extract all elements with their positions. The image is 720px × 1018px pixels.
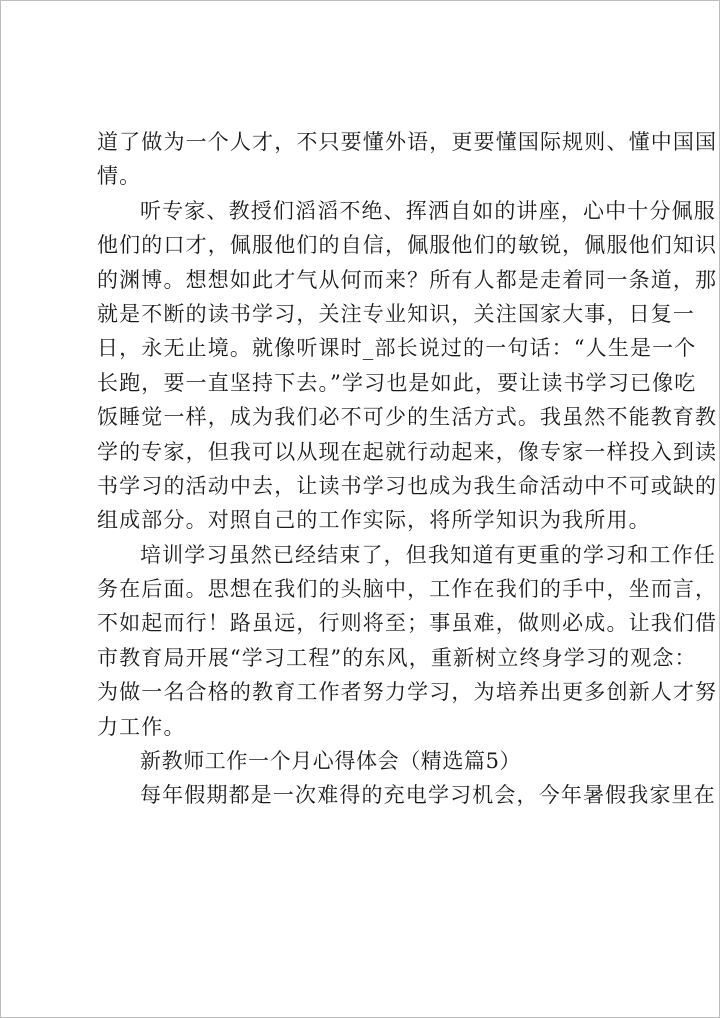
text-line: 务在后面。思想在我们的头脑中，工作在我们的手中，坐而言，: [97, 577, 718, 602]
text-line: 书学习的活动中去，让读书学习也成为我生命活动中不可或缺的: [97, 473, 718, 498]
text-line: 不如起而行！路虽远，行则将至；事虽难，做则必成。让我们借: [97, 611, 718, 636]
section-heading: 新教师工作一个月心得体会（精选篇5）: [140, 749, 522, 774]
paragraph-start-line: 培训学习虽然已经结束了，但我知道有更重的学习和工作任: [140, 542, 716, 567]
document-body: [97, 125, 718, 813]
text-line: 组成部分。对照自己的工作实际，将所学知识为我所用。: [97, 508, 651, 533]
text-line: 道了做为一个人才，不只要懂外语，更要懂国际规则、懂中国国: [97, 130, 718, 154]
text-line: 他们的口才，佩服他们的自信，佩服他们的敏锐，佩服他们知识: [97, 233, 718, 258]
text-line: 饭睡觉一样，成为我们必不可少的生活方式。我虽然不能教育教: [97, 405, 718, 430]
text-line: 长跑，要一直坚持下去。”学习也是如此，要让读书学习已像吃: [97, 370, 697, 395]
text-line: 情。: [97, 164, 142, 189]
paragraph-start-line: 每年假期都是一次难得的充电学习机会，今年暑假我家里在: [140, 783, 716, 808]
paragraph-start-line: 听专家、教授们滔滔不绝、挥洒自如的讲座，心中十分佩服: [140, 198, 716, 223]
text-line: 力工作。: [97, 714, 186, 739]
text-line: 的渊博。想想如此才气从何而来？所有人都是走着同一条道，那: [97, 267, 718, 292]
text-line: 学的专家，但我可以从现在起就行动起来，像专家一样投入到读: [97, 439, 718, 464]
text-line: 市教育局开展“学习工程”的东风，重新树立终身学习的观念：: [97, 645, 697, 670]
text-line: 就是不断的读书学习，关注专业知识，关注国家大事，日复一: [97, 301, 696, 326]
text-line: 为做一名合格的教育工作者努力学习，为培养出更多创新人才努: [97, 680, 718, 705]
text-line: 日，永无止境。就像听课时_部长说过的一句话：“人生是一个: [97, 336, 697, 361]
